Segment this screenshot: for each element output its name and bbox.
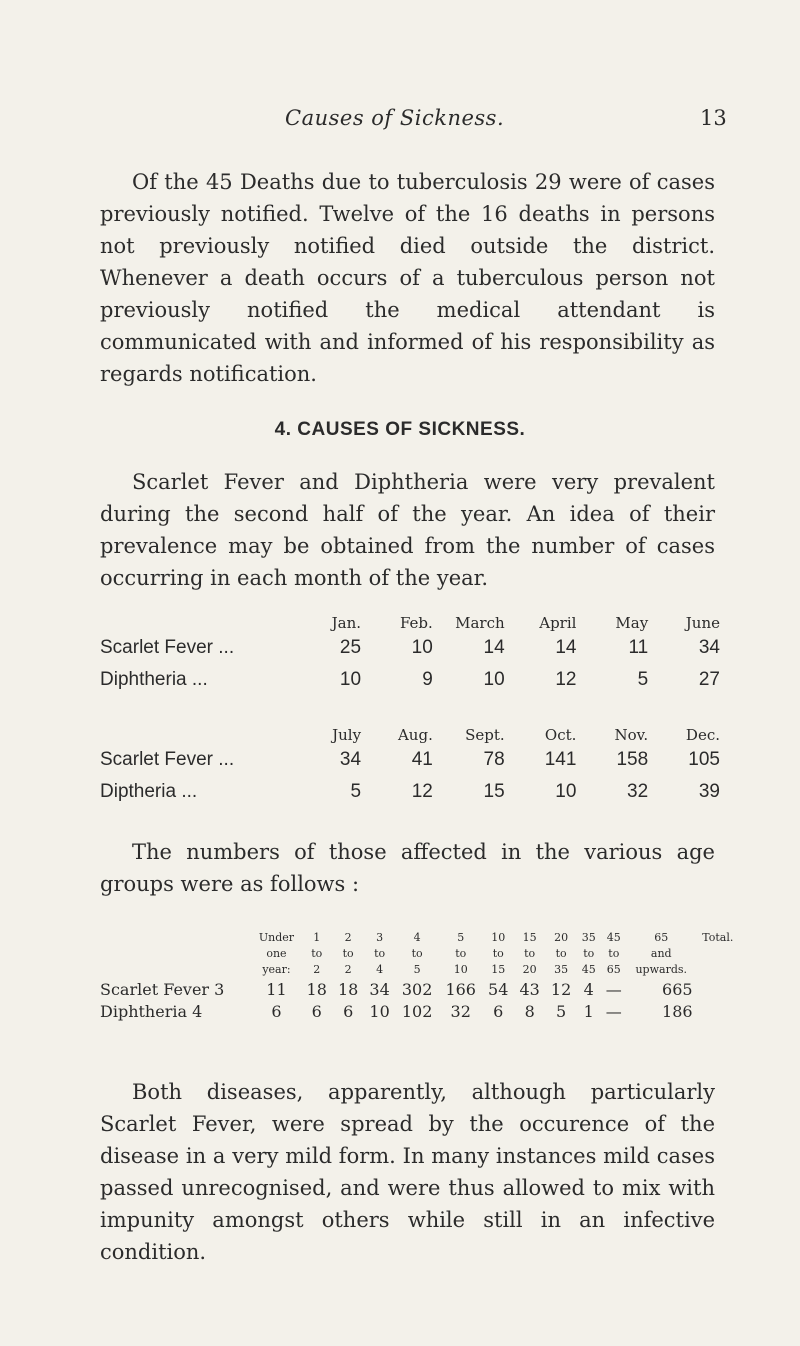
cell-value: 102 (401, 1001, 433, 1021)
cell-value: 34 (369, 979, 390, 999)
month-header: Feb. (399, 614, 433, 632)
cell-value: 43 (519, 979, 540, 999)
monthly-cases-table-jan-jun (100, 606, 720, 696)
monthly-cases-table-jul-dec (100, 718, 720, 808)
age-group-header-line: to (524, 947, 536, 960)
age-group-header (301, 930, 332, 978)
page-number: 13 (700, 106, 727, 130)
age-group-header-line: 5 (457, 931, 465, 944)
month-header: Jan. (331, 614, 362, 632)
cell-value: 34 (339, 749, 362, 770)
cell-value: 14 (555, 637, 577, 658)
age-group-header-line: 15 (522, 931, 537, 944)
cell-value: 141 (544, 749, 577, 770)
page-header (0, 106, 800, 136)
cell-value: 6 (343, 1001, 354, 1021)
cell-value: 10 (369, 1001, 390, 1021)
cell-value: 1 (583, 1001, 594, 1021)
cell-value: 11 (266, 979, 287, 999)
cell-value: 11 (628, 637, 649, 658)
age-group-header (696, 930, 740, 978)
month-header: Nov. (614, 726, 649, 744)
month-header: July (332, 726, 362, 744)
age-group-header-line: 20 (522, 963, 537, 976)
row-label: Diphtheria ... (100, 669, 208, 690)
cell-value: 302 (401, 979, 433, 999)
age-group-header-line: to (455, 947, 467, 960)
month-header: May (615, 614, 649, 632)
cell-value: 186 (662, 1001, 693, 1021)
age-group-header-line: one (266, 947, 287, 960)
cell-value: 158 (616, 749, 649, 770)
row-label: Scarlet Fever ... (100, 637, 235, 658)
cell-value: 5 (350, 781, 362, 802)
cell-value: 54 (488, 979, 509, 999)
age-group-header-line: 1 (313, 931, 321, 944)
age-group-header-line: 45 (581, 963, 596, 976)
cell-value: 12 (555, 669, 577, 690)
cell-value: 9 (422, 669, 433, 690)
age-group-header-line: 2 (313, 963, 321, 976)
cell-value: 39 (698, 781, 720, 802)
age-group-header-line: 65 (606, 963, 621, 976)
age-group-header-line: 4 (413, 931, 421, 944)
month-header: Aug. (397, 726, 433, 744)
table-row (100, 978, 740, 1000)
table-row (100, 744, 720, 776)
cell-value: 105 (688, 749, 720, 770)
cell-value: 665 (662, 979, 693, 999)
cell-value: 10 (411, 637, 433, 658)
table-row (100, 1000, 740, 1022)
row-label: Scarlet Fever 3 (100, 979, 225, 999)
cell-value: 78 (483, 749, 505, 770)
age-groups-table (100, 930, 740, 1022)
month-header: March (455, 614, 505, 632)
cell-value: 15 (483, 781, 505, 802)
age-group-header (601, 930, 627, 978)
age-group-header-line: 5 (413, 963, 421, 976)
age-group-header-line: to (555, 947, 567, 960)
tuberculosis-paragraph: Of the 45 Deaths due to tuberculosis 29 were of cases previously notified. Twelve of the 16 deaths in persons not previously notified died outside the district. Whenever a death occurs of a tuberculous person not previously notified the medical attendant is communicated with and informed of his responsibility as regards notification. (100, 170, 715, 386)
age-group-header-line: 15 (491, 963, 506, 976)
age-group-header-line: to (492, 947, 504, 960)
cell-value: 166 (445, 979, 476, 999)
age-group-header (252, 930, 301, 978)
cell-value: 10 (339, 669, 362, 690)
age-group-header-line: upwards. (635, 963, 688, 976)
cell-value: 10 (483, 669, 505, 690)
cell-value: 5 (556, 1001, 567, 1021)
month-header: Dec. (685, 726, 720, 744)
cell-value: 12 (411, 781, 433, 802)
age-group-header-line: Total. (702, 931, 734, 944)
cell-value: 10 (555, 781, 577, 802)
month-header-row (100, 718, 720, 744)
cell-value: 32 (450, 1001, 471, 1021)
month-header-row (100, 606, 720, 632)
cell-value: 6 (311, 1001, 322, 1021)
row-label: Diphtheria 4 (100, 1001, 203, 1021)
cell-value: 6 (271, 1001, 282, 1021)
cell-value: 14 (483, 637, 505, 658)
age-group-header-line: to (311, 947, 323, 960)
age-group-header-line: 4 (376, 963, 384, 976)
cell-value: 32 (627, 781, 649, 802)
age-group-header (627, 930, 696, 978)
month-header: Sept. (465, 726, 505, 744)
cell-value: 6 (493, 1001, 504, 1021)
section-heading: 4. CAUSES OF SICKNESS. (274, 419, 526, 440)
cell-value: 18 (337, 979, 359, 999)
age-group-header (364, 930, 395, 978)
age-group-header-line: 65 (654, 931, 669, 944)
cell-value: 8 (524, 1001, 535, 1021)
age-group-header (395, 930, 439, 978)
row-label: Scarlet Fever ... (100, 749, 235, 770)
cell-value: 27 (698, 669, 720, 690)
table-row (100, 664, 720, 696)
month-header: June (685, 614, 720, 632)
age-group-header-line: to (342, 947, 354, 960)
cell-value: 41 (411, 749, 433, 770)
age-group-header (514, 930, 545, 978)
age-group-header-line: 2 (344, 931, 352, 944)
month-header: April (539, 614, 577, 632)
month-header: Oct. (544, 726, 577, 744)
age-group-header-line: 10 (491, 931, 506, 944)
table-row (100, 632, 720, 664)
age-group-header (332, 930, 363, 978)
cell-value: 4 (583, 979, 594, 999)
age-group-header-line: to (583, 947, 595, 960)
age-group-header-line: to (374, 947, 386, 960)
row-label: Diptheria ... (100, 781, 198, 802)
table-row (100, 776, 720, 808)
running-title: Causes of Sickness. (285, 106, 505, 130)
cell-value: 25 (339, 637, 362, 658)
age-group-header-line: 3 (376, 931, 384, 944)
age-group-header-line: Under (258, 931, 295, 944)
age-group-header (545, 930, 576, 978)
cell-value: — (605, 1001, 622, 1021)
conclusion-paragraph: Both diseases, apparently, although particularly Scarlet Fever, were spread by the occurence of the disease in a very mild form. In many instances mild cases passed unrecognised, and were thus allowed to mix with impunity amongst others while still in an infective condition. (100, 1080, 715, 1264)
cell-value: 5 (637, 669, 649, 690)
age-group-header-line: 2 (344, 963, 352, 976)
age-group-header-line: to (411, 947, 423, 960)
cell-value: 34 (698, 637, 720, 658)
age-group-header (577, 930, 601, 978)
cell-value: — (605, 979, 622, 999)
cell-value: 18 (306, 979, 327, 999)
cell-value: 12 (550, 979, 572, 999)
age-group-header-line: 45 (606, 931, 621, 944)
age-group-header-line: to (608, 947, 620, 960)
age-group-header-line: 10 (453, 963, 468, 976)
age-group-header-line: and (650, 947, 672, 960)
prevalence-paragraph: Scarlet Fever and Diphtheria were very prevalent during the second half of the year. An idea of their prevalence may be obtained from the number of cases occurring in each month of the year. (100, 470, 715, 590)
age-header-row (100, 930, 740, 978)
age-group-header-line: 20 (554, 931, 569, 944)
age-group-header (483, 930, 514, 978)
age-group-header-line: 35 (581, 931, 596, 944)
age-group-header-line: year: (262, 963, 291, 976)
age-group-header (439, 930, 483, 978)
age-groups-intro: The numbers of those affected in the various age groups were as follows : (100, 840, 715, 896)
age-group-header-line: 35 (554, 963, 569, 976)
